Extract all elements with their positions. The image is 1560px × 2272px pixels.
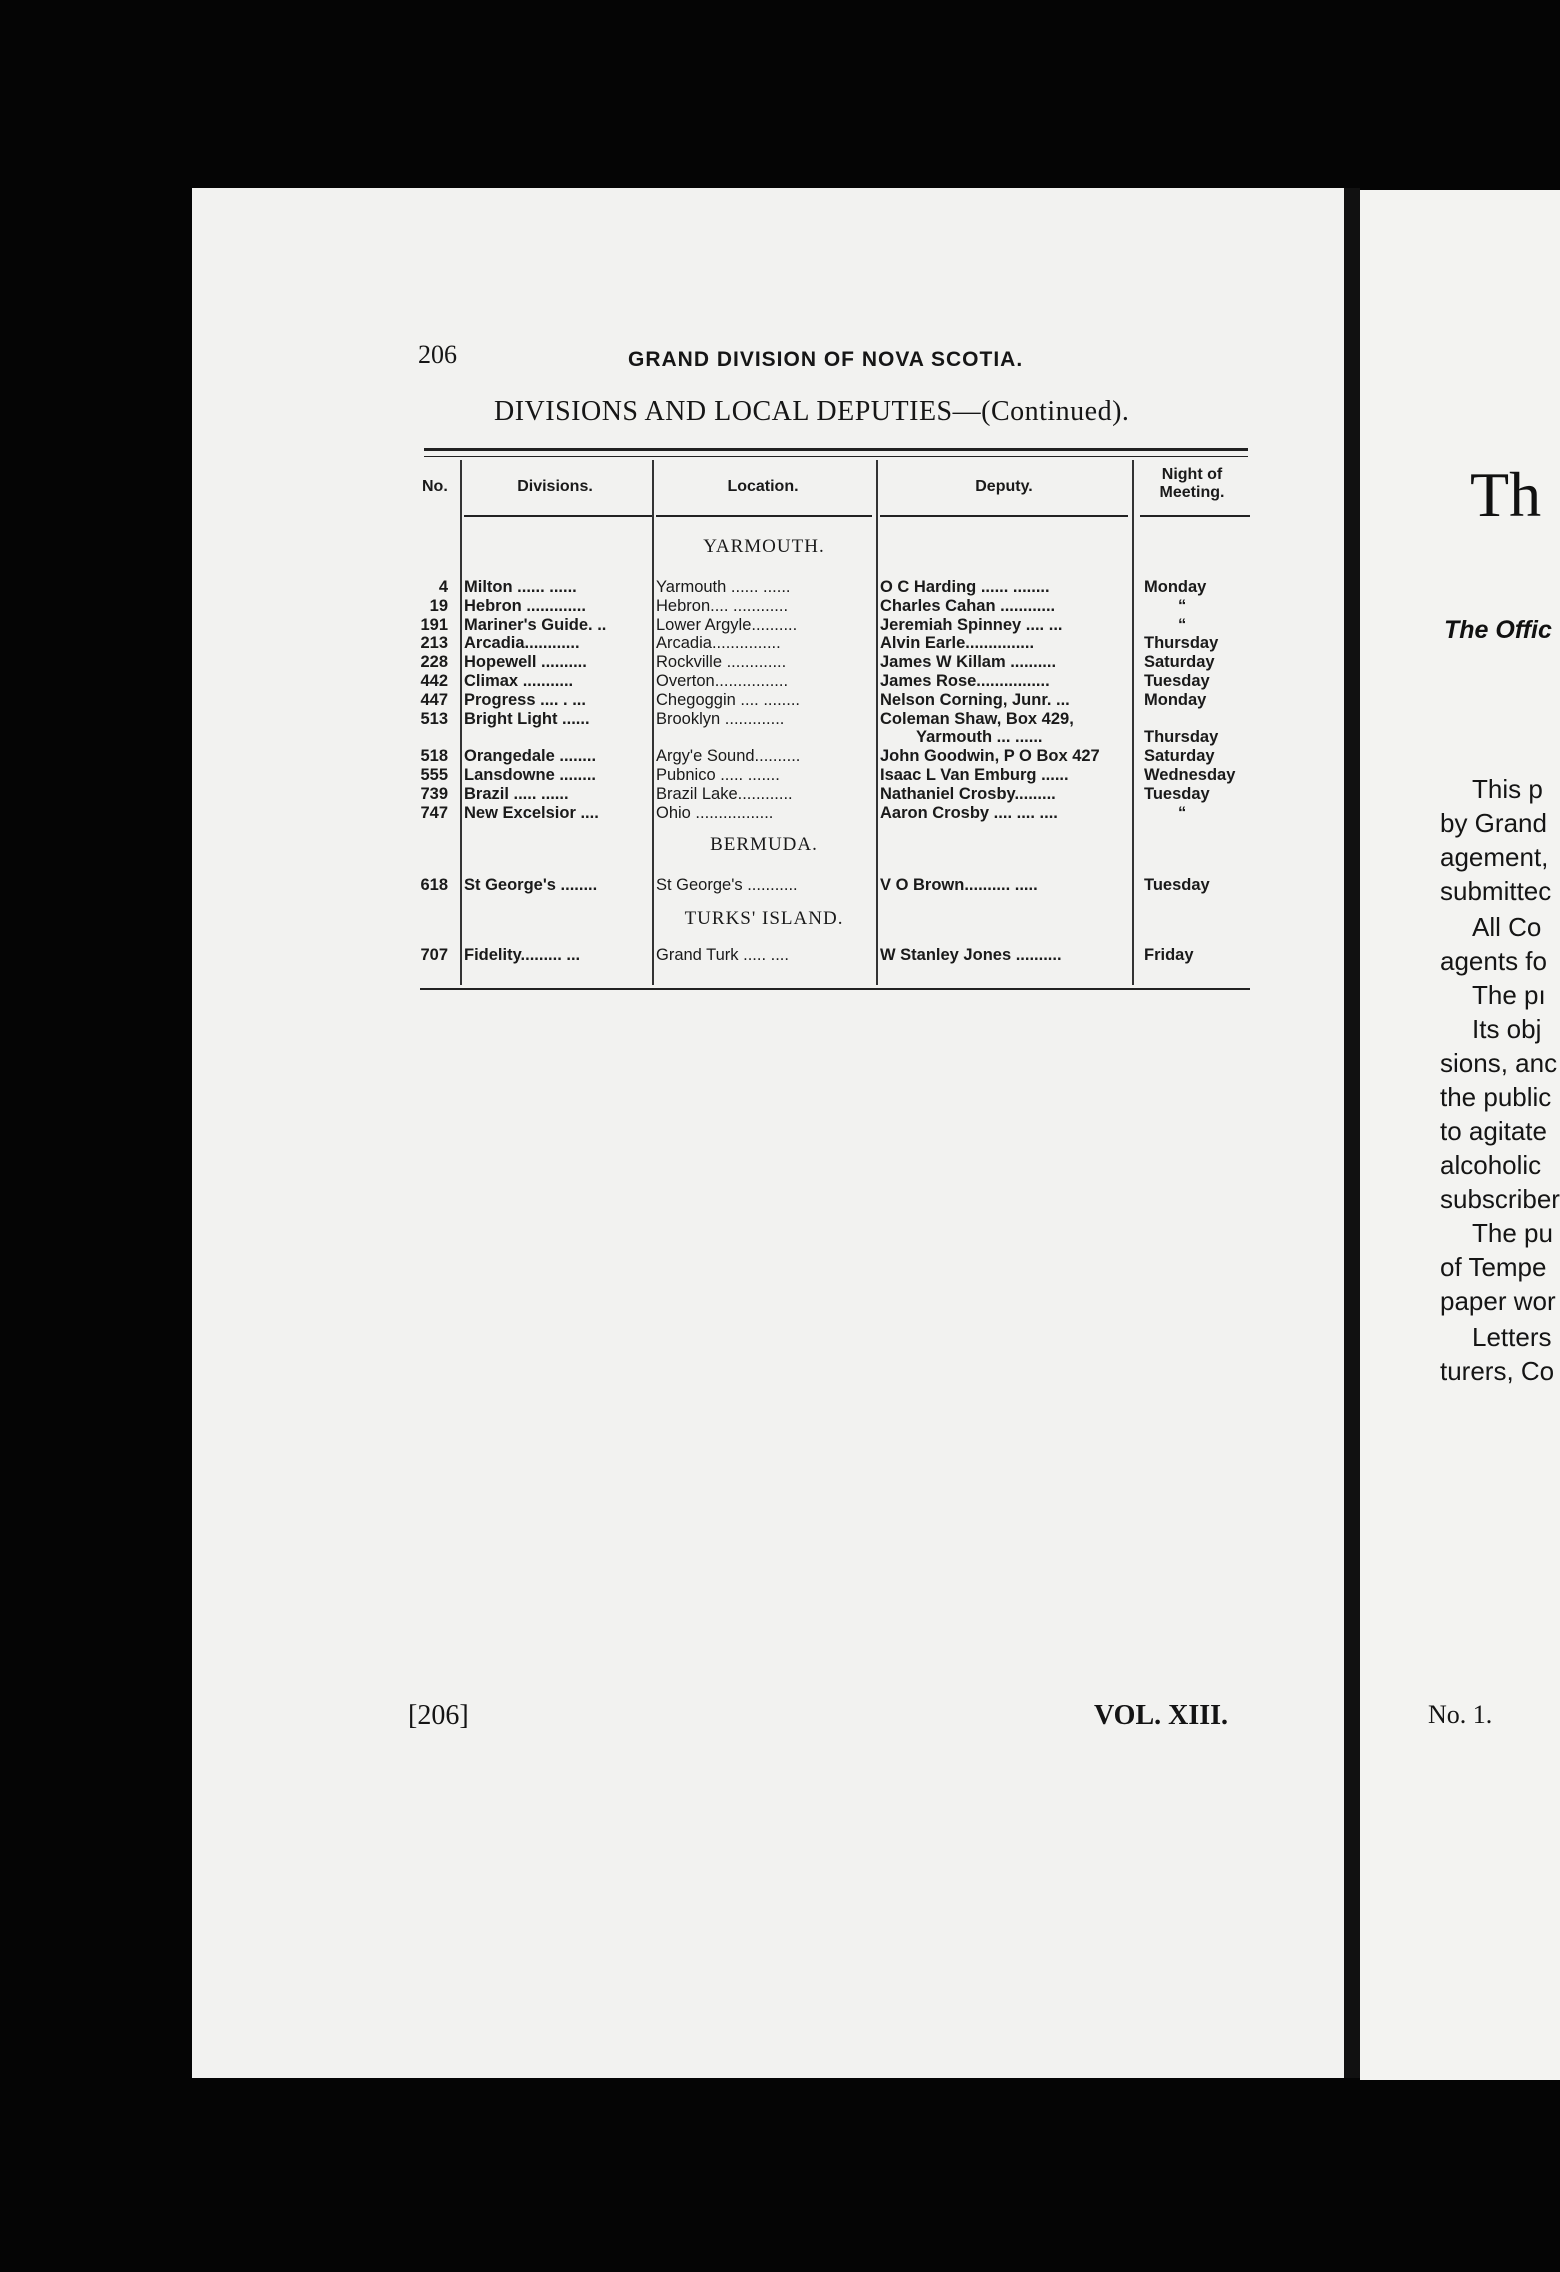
col-header-divisions: Divisions. [517,478,593,495]
facing-page-line: sions, anc [1440,1048,1558,1078]
row-number: 447 [420,690,448,709]
location-name: Yarmouth ...... ...... [656,578,791,596]
facing-page-line: The pı [1472,980,1546,1010]
deputy-name: W Stanley Jones .......... [880,946,1062,964]
location-name: Arcadia............... [656,634,781,653]
division-name: Arcadia............ [464,634,580,653]
header-underline [656,515,872,517]
facing-page-line: This p [1472,774,1543,804]
division-name: Progress .... . ... [464,690,586,709]
meeting-night: “ [1178,615,1187,634]
deputy-name: V O Brown.......... ..... [880,876,1038,894]
facing-page-line: The pu [1472,1218,1553,1248]
meeting-night: Wednesday [1144,766,1236,784]
location-name: Chegoggin .... ........ [656,690,800,709]
title-rule [424,448,1248,451]
facing-page-line: Letters [1472,1322,1552,1352]
division-name: Fidelity......... ... [464,946,581,964]
location-name: Overton................ [656,672,789,690]
meeting-night: Monday [1144,690,1207,709]
facing-page-footer: No. 1. [1428,1700,1493,1729]
deputy-name: Nathaniel Crosby......... [880,784,1056,803]
facing-page-line: Its obj [1472,1014,1542,1044]
location-name: Brazil Lake............ [656,784,793,803]
meeting-night: Tuesday [1144,672,1210,690]
facing-page-line: submittec [1440,876,1552,906]
deputy-name: John Goodwin, P O Box 427 [880,747,1100,766]
row-number: 513 [420,709,448,728]
meeting-night: “ [1178,596,1187,615]
division-name: Mariner's Guide. .. [464,615,607,634]
deputy-name: Jeremiah Spinney .... ... [880,615,1063,634]
facing-page-line: by Grand [1440,808,1547,838]
col-header-night: Night of Meeting. [1159,466,1225,501]
meeting-night: Saturday [1144,653,1215,672]
meeting-night: Thursday [1144,634,1219,653]
division-name: Bright Light ...... [464,709,590,728]
deputy-name: James W Killam .......... [880,653,1057,672]
facing-page-line: turers, Co [1440,1356,1555,1386]
deputy-name: Alvin Earle............... [880,634,1035,653]
division-name: Climax ........... [464,672,574,690]
deputy-name: Nelson Corning, Junr. ... [880,690,1070,709]
meeting-night: Thursday [1144,728,1219,747]
title-rule-thin [424,456,1248,457]
row-number: 213 [420,634,448,653]
row-number: 228 [420,653,448,672]
section-heading: YARMOUTH. [703,536,825,557]
deputy-name: Coleman Shaw, Box 429, [880,709,1074,728]
meeting-night: “ [1178,803,1187,822]
row-number: 618 [420,876,448,894]
location-name: Pubnico ..... ....... [656,766,780,784]
deputy-name: Yarmouth ... ...... [916,728,1043,747]
footer-volume: VOL. XIII. [1094,1700,1229,1731]
meeting-night: Monday [1144,578,1207,596]
division-name: Hebron ............. [464,596,586,615]
location-name: Grand Turk ..... .... [656,946,789,964]
division-name: St George's ........ [464,876,598,894]
meeting-night: Tuesday [1144,784,1210,803]
facing-page-logo: Th [1470,459,1542,530]
row-number: 707 [420,946,448,964]
facing-page-line: alcoholic [1440,1150,1542,1180]
division-name: Brazil ..... ...... [464,784,569,803]
section-heading: TURKS' ISLAND. [684,908,844,929]
facing-page-subtitle: The Offic [1444,616,1552,644]
row-number: 191 [420,615,448,634]
location-name: Brooklyn ............. [656,709,785,728]
page-gutter [1344,188,1360,2078]
col-header-no: No. [422,478,448,495]
column-divider [1132,460,1134,985]
division-name: Lansdowne ........ [464,766,597,784]
division-name: Orangedale ........ [464,747,597,766]
division-name: Milton ...... ...... [464,578,577,596]
location-name: Hebron.... ............ [656,596,789,615]
facing-page-line: agents fo [1440,946,1547,976]
footer-page-ref: [206] [408,1700,469,1731]
row-number: 4 [438,578,448,596]
meeting-night: Friday [1144,946,1194,964]
facing-page-line: All Co [1472,912,1542,942]
facing-page-line: the public [1440,1082,1552,1112]
meeting-night: Tuesday [1144,876,1210,894]
header-underline [464,515,652,517]
col-header-location: Location. [727,478,799,495]
header-underline [1140,515,1250,517]
row-number: 747 [420,803,448,822]
row-number: 442 [420,672,448,690]
facing-page-line: of Tempe [1440,1252,1547,1282]
deputy-name: O C Harding ...... ........ [880,578,1050,596]
row-number: 19 [429,596,448,615]
division-name: Hopewell .......... [464,653,587,672]
section-heading: BERMUDA. [710,834,818,855]
deputy-name: Isaac L Van Emburg ...... [880,766,1069,784]
facing-page-line: to agitate [1440,1116,1547,1146]
row-number: 518 [420,747,448,766]
location-name: Rockville ............. [656,653,787,672]
meeting-night: Saturday [1144,747,1215,766]
division-name: New Excelsior .... [464,803,599,822]
facing-page-line: subscriber [1440,1184,1560,1214]
deputy-name: Charles Cahan ............ [880,596,1056,615]
facing-page-line: agement, [1440,842,1549,872]
running-title: GRAND DIVISION OF NOVA SCOTIA. [628,348,1024,371]
row-number: 555 [420,766,448,784]
column-divider [460,460,462,985]
location-name: Lower Argyle.......... [656,615,798,634]
header-underline [880,515,1128,517]
location-name: Argy'e Sound.......... [656,747,801,766]
table-title: DIVISIONS AND LOCAL DEPUTIES—(Continued). [494,396,1130,427]
deputy-name: James Rose................ [880,672,1050,690]
location-name: St George's ........... [656,876,798,894]
facing-page-line: paper wor [1440,1286,1556,1316]
location-name: Ohio ................. [656,803,774,822]
table-bottom-rule [420,988,1250,990]
page-number: 206 [418,340,457,369]
deputy-name: Aaron Crosby .... .... .... [880,803,1058,822]
col-header-deputy: Deputy. [975,478,1033,495]
row-number: 739 [420,784,448,803]
